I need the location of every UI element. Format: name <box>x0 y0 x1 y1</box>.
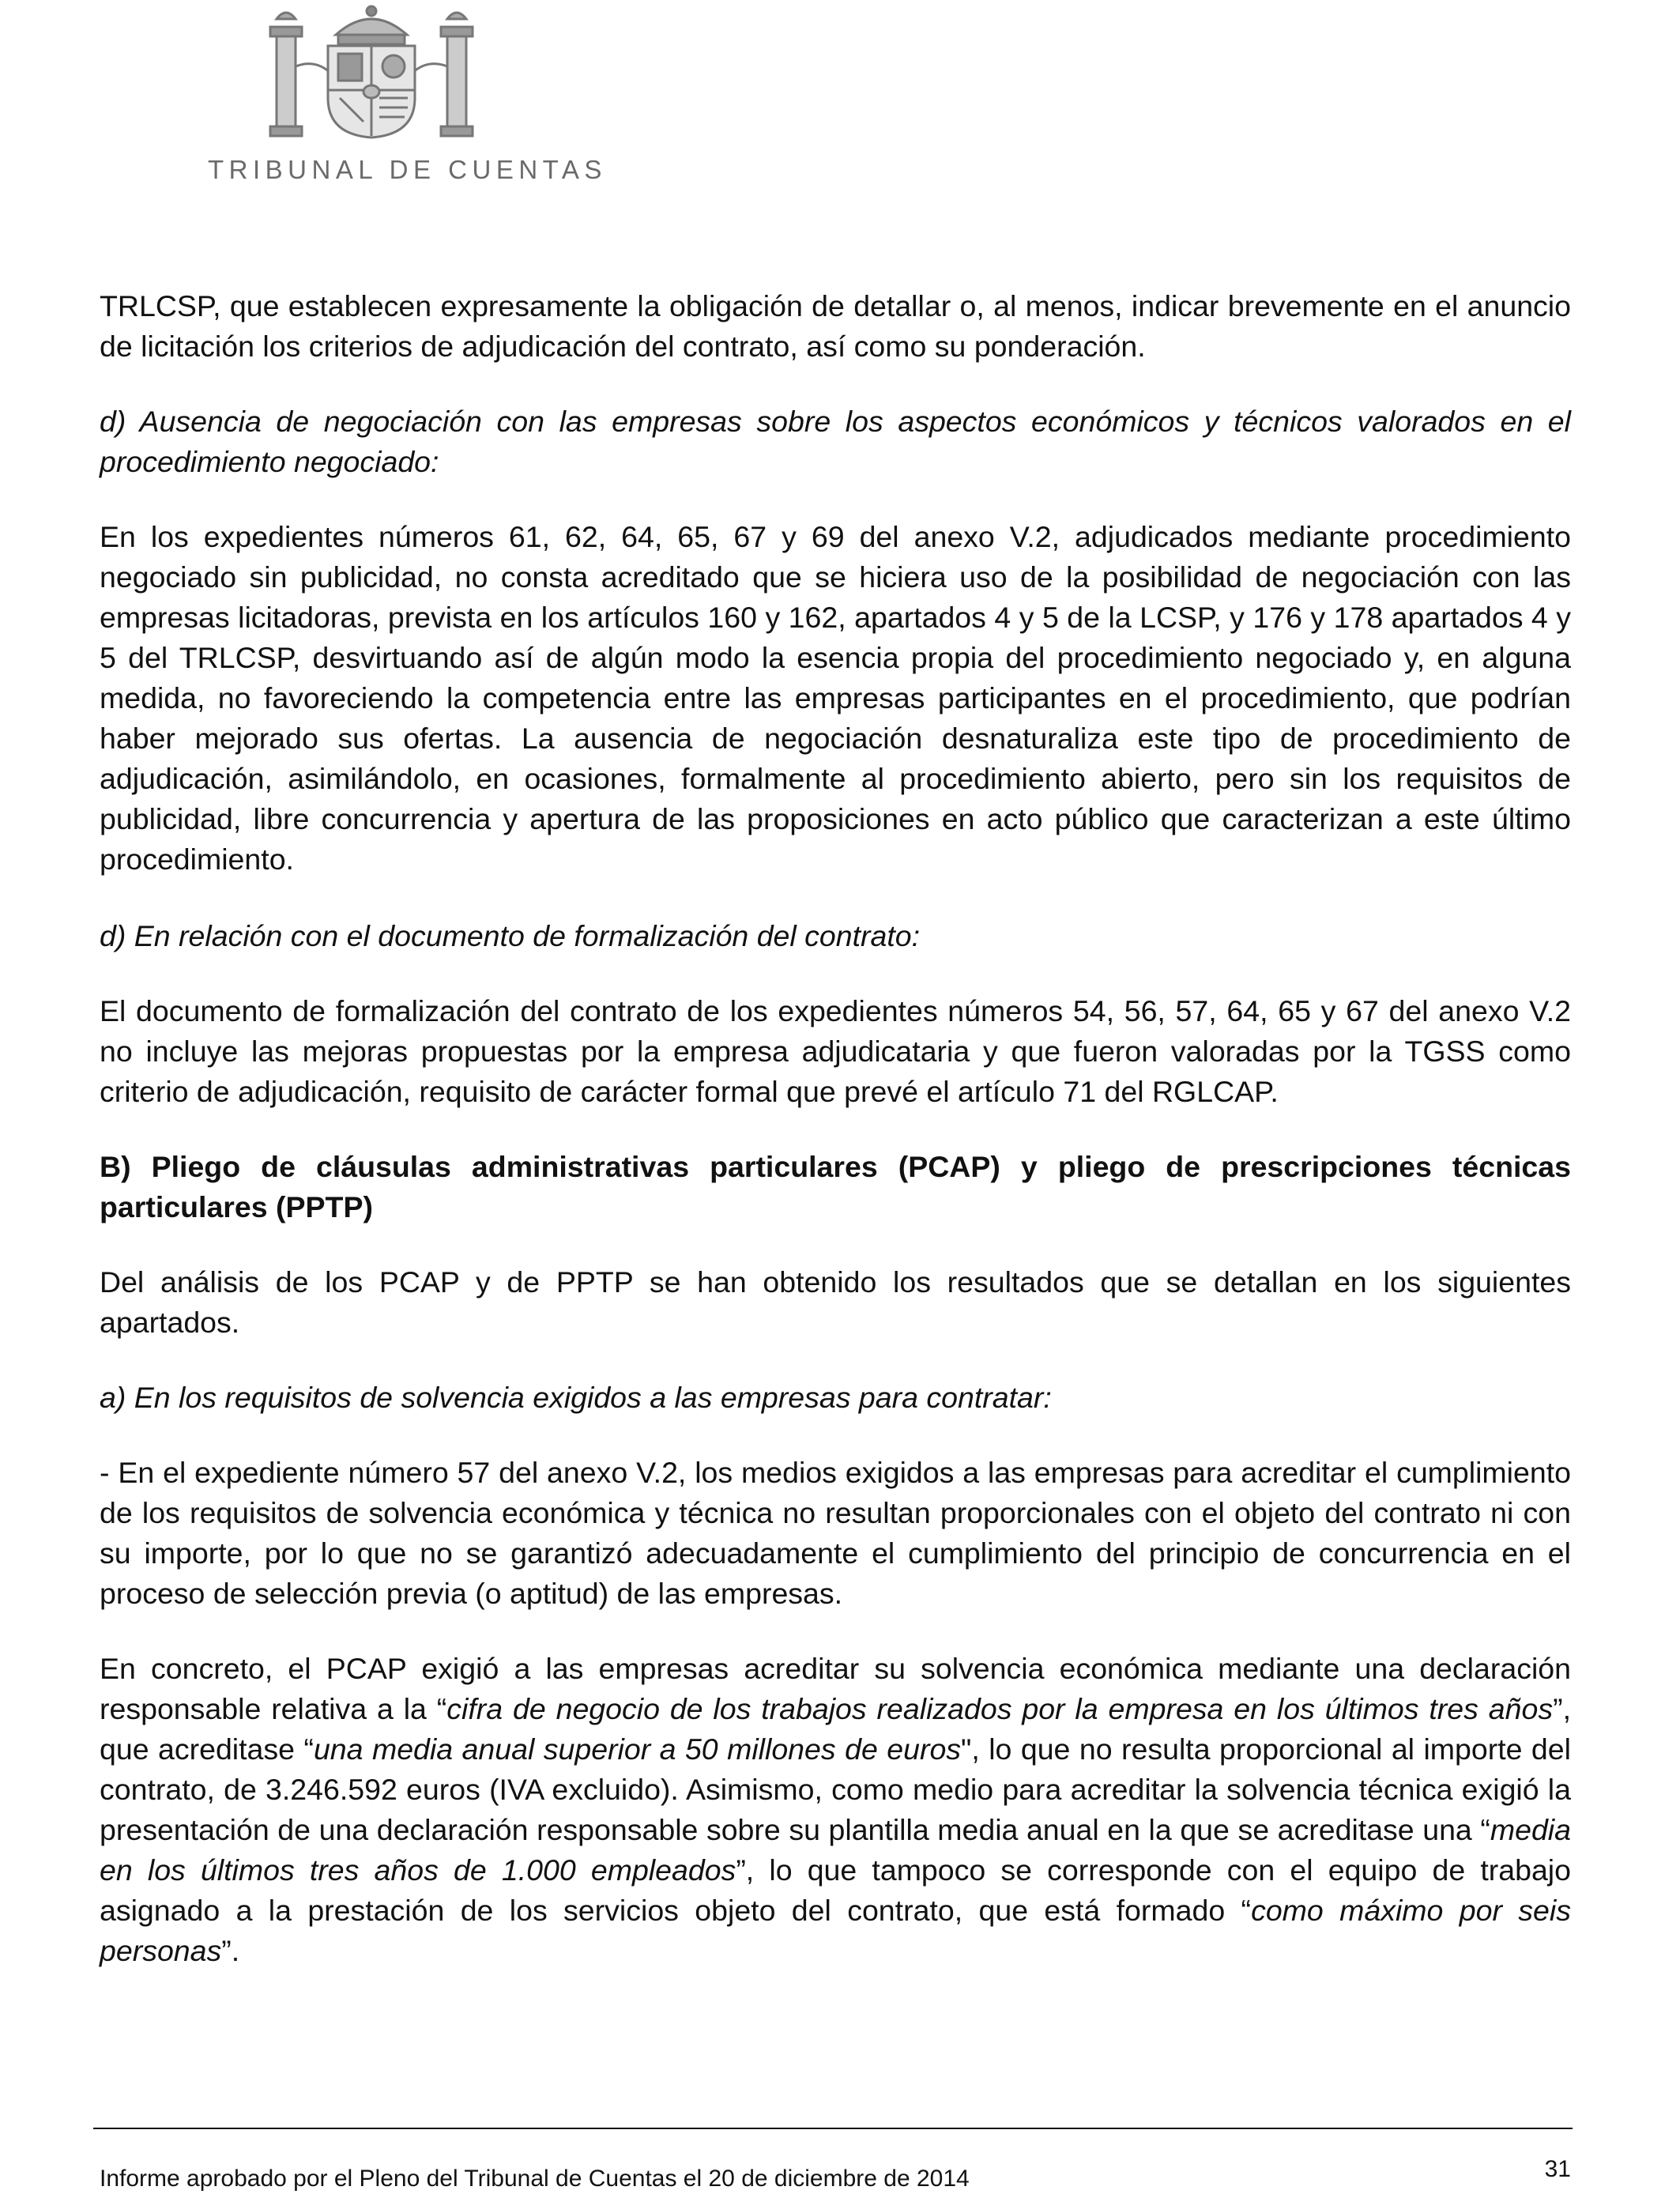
quote: una media anual superior a 50 millones de euros <box>313 1732 962 1766</box>
paragraph: TRLCSP, que establecen expresamente la obligación de detallar o, al menos, indicar brevemente en el anuncio de licitación los criterios de adjudicación del contrato, así como su ponderación. <box>100 289 1571 363</box>
subheading: d) Ausencia de negociación con las empresas sobre los aspectos económicos y técnicos valorados en el procedimiento negociado: <box>100 405 1571 478</box>
subheading: a) En los requisitos de solvencia exigidos a las empresas para contratar: <box>100 1381 1052 1414</box>
paragraph: Del análisis de los PCAP y de PPTP se han obtenido los resultados que se detallan en los siguientes apartados. <box>100 1265 1571 1339</box>
text-run: En concreto, el PCAP exigió a las empresas acreditar su solvencia económica mediante una declaración responsable relativa a la “ <box>100 1652 1571 1725</box>
text-run: ”, que acreditase “ <box>100 1692 1571 1766</box>
paragraph: - En el expediente número 57 del anexo V.2, los medios exigidos a las empresas para acreditar el cumplimiento de los requisitos de solvencia económica y técnica no resultan proporcionales con el objeto del contrato ni con su importe, por lo que no se garantizó adecuadamente el cumplimiento del principio de concurrencia en el proceso de selección previa (o aptitud) de las empresas. <box>100 1456 1571 1610</box>
quote: como máximo por seis personas <box>100 1894 1571 1967</box>
footer-text: Informe aprobado por el Pleno del Tribunal de Cuentas el 20 de diciembre de 2014 <box>100 2166 970 2192</box>
document-body <box>100 286 1571 2006</box>
page-header <box>103 0 607 190</box>
paragraph <box>100 1649 1571 1971</box>
text-run: ”, lo que tampoco se corresponde con el equipo de trabajo asignado a la prestación de los servicios objeto del contrato, que está formado “ <box>100 1853 1571 1927</box>
quote: media en los últimos tres años de 1.000 empleados <box>100 1813 1571 1887</box>
footer-divider <box>93 2128 1573 2129</box>
quote: cifra de negocio de los trabajos realizados por la empresa en los últimos tres años <box>446 1692 1554 1725</box>
coat-of-arms-icon <box>253 3 490 139</box>
text-run: ”. <box>221 1934 240 1967</box>
page-number: 31 <box>1544 2156 1571 2182</box>
org-name: TRIBUNAL DE CUENTAS <box>208 155 607 184</box>
subheading: d) En relación con el documento de formalización del contrato: <box>100 919 921 952</box>
text-run: ", lo que no resulta proporcional al importe del contrato, de 3.246.592 euros (IVA excluido). Asimismo, como medio para acreditar la solvencia técnica exigió la presentación de una declaración responsable sobre su plantilla media anual en la que se acreditase una “ <box>100 1732 1571 1846</box>
paragraph: El documento de formalización del contrato de los expedientes números 54, 56, 57, 64, 65 y 67 del anexo V.2 no incluye las mejoras propuestas por la empresa adjudicataria y que fueron valoradas por la TGSS como criterio de adjudicación, requisito de carácter formal que prevé el artículo 71 del RGLCAP. <box>100 994 1571 1108</box>
section-heading: B) Pliego de cláusulas administrativas particulares (PCAP) y pliego de prescripciones técnicas particulares (PPTP) <box>100 1150 1571 1223</box>
paragraph: En los expedientes números 61, 62, 64, 65, 67 y 69 del anexo V.2, adjudicados mediante procedimiento negociado sin publicidad, no consta acreditado que se hiciera uso de la posibilidad de negociación con las empresas licitadoras, prevista en los artículos 160 y 162, apartados 4 y 5 de la LCSP, y 176 y 178 apartados 4 y 5 del TRLCSP, desvirtuando así de algún modo la esencia propia del procedimiento negociado y, en alguna medida, no favoreciendo la competencia entre las empresas participantes en el procedimiento, que podrían haber mejorado sus ofertas. La ausencia de negociación desnaturaliza este tipo de procedimiento de adjudicación, asimilándolo, en ocasiones, formalmente al procedimiento abierto, pero sin los requisitos de publicidad, libre concurrencia y apertura de las proposiciones en acto público que caracterizan a este último procedimiento. <box>100 520 1571 876</box>
